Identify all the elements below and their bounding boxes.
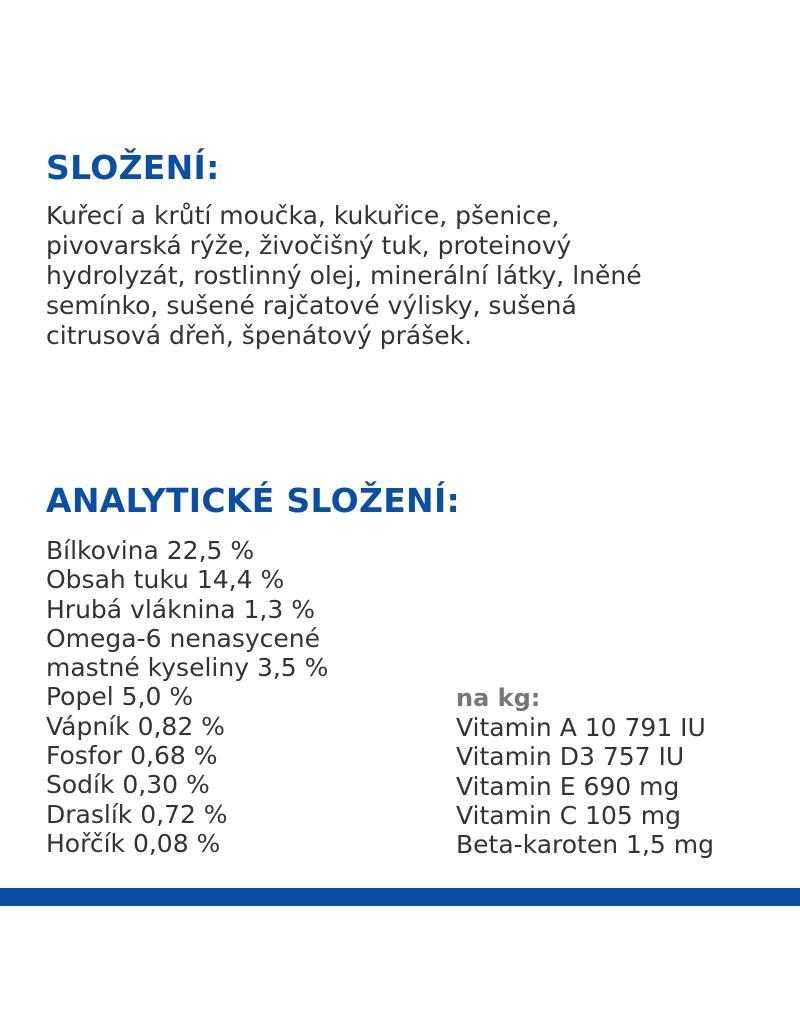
analytical-item: Bílkovina 22,5 % bbox=[46, 536, 255, 565]
analytical-item: Fosfor 0,68 % bbox=[46, 741, 218, 771]
vitamins-list bbox=[456, 713, 714, 859]
composition-heading: SLOŽENÍ: bbox=[46, 148, 220, 187]
composition-line: hydrolyzát, rostlinný olej, minerální látky, lněné bbox=[46, 261, 642, 290]
vitamins-title: na kg: bbox=[456, 684, 541, 712]
vitamin-item: Vitamin C 105 mg bbox=[456, 800, 681, 830]
composition-line: citrusová dřeň, špenátový prášek. bbox=[46, 321, 473, 350]
composition-text bbox=[46, 201, 746, 351]
vitamin-item: Vitamin A 10 791 IU bbox=[456, 713, 706, 742]
analytical-item: mastné kyseliny 3,5 % bbox=[46, 653, 329, 683]
vitamin-item: Vitamin D3 757 IU bbox=[456, 742, 685, 772]
bottom-accent-bar bbox=[0, 888, 800, 906]
analytical-item: Hrubá vláknina 1,3 % bbox=[46, 594, 315, 624]
composition-line: Kuřecí a krůtí moučka, kukuřice, pšenice, bbox=[46, 201, 560, 230]
analytical-list bbox=[46, 536, 328, 858]
analytical-item: Vápník 0,82 % bbox=[46, 711, 225, 741]
analytical-item: Omega-6 nenasycené bbox=[46, 623, 321, 653]
analytical-item: Popel 5,0 % bbox=[46, 682, 194, 712]
composition-line: pivovarská rýže, živočišný tuk, proteinový bbox=[46, 231, 572, 260]
vitamin-item: Beta-karoten 1,5 mg bbox=[456, 830, 714, 860]
analytical-item: Hořčík 0,08 % bbox=[46, 828, 221, 858]
analytical-item: Obsah tuku 14,4 % bbox=[46, 565, 285, 595]
analytical-item: Sodík 0,30 % bbox=[46, 770, 210, 800]
analytical-heading: ANALYTICKÉ SLOŽENÍ: bbox=[46, 481, 461, 520]
vitamin-item: Vitamin E 690 mg bbox=[456, 771, 680, 801]
composition-line: semínko, sušené rajčatové výlisky, sušená bbox=[46, 291, 577, 320]
analytical-item: Draslík 0,72 % bbox=[46, 799, 228, 829]
